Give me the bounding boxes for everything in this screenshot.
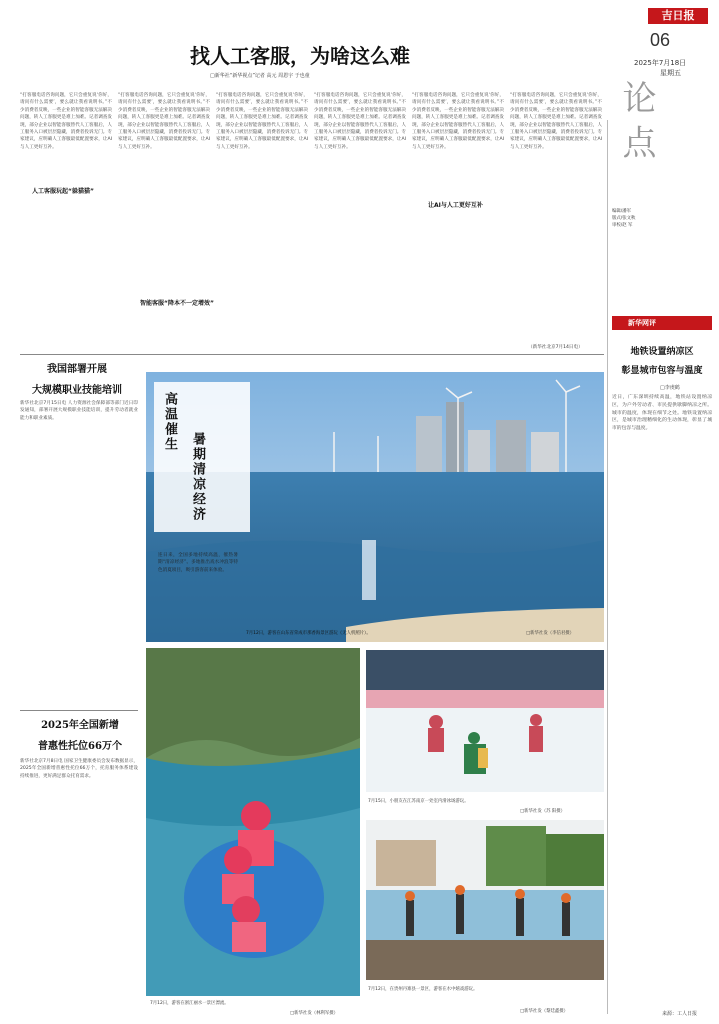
- story-headline: 我国部署开展 大规模职业技能培训: [32, 364, 122, 396]
- photo-caption: 7月12日，游客在浙江丽水一景区漂流。: [150, 1001, 229, 1006]
- commentary-headline: 地铁设置纳凉区 彰显城市包容与温度: [621, 347, 703, 376]
- editor-line: 编辑/潘军: [612, 209, 632, 214]
- lead-column: “打客服电话咨询问题，它只会重复说‘你好，请问有什么需要’，要么就让我看说明书。”不少消费者反映，一些企业的智能客服无法解决问题，转人工客服更是难上加难。记者调查发现，部分企业以智能客服替代人工客服后，人工服务入口被层层隐藏，消费者投诉无门。专家建议，应明确人工客服最低配置要求，让AI与人工更好互补。: [510, 93, 602, 150]
- paper-logo: [648, 8, 708, 24]
- photo-credit: □新华社发（李信君摄）: [526, 631, 575, 636]
- story-headline: 2025年全国新增 普惠性托位66万个: [38, 720, 122, 752]
- lead-subhead: 让AI与人工更好互补: [428, 202, 483, 209]
- lead-subhead: 智能客服“降本不一定增效”: [140, 300, 214, 307]
- editor-credits: [612, 208, 712, 229]
- photo-credit: □新华社发（苏 阳摄）: [520, 809, 566, 814]
- lead-signoff: （新华社北京7月14日电）: [528, 345, 583, 350]
- lead-column: “打客服电话咨询问题，它只会重复说‘你好，请问有什么需要’，要么就让我看说明书。”不少消费者反映，一些企业的智能客服无法解决问题，转人工客服更是难上加难。记者调查发现，部分企业以智能客服替代人工客服后，人工服务入口被层层隐藏，消费者投诉无门。专家建议，应明确人工客服最低配置要求，让AI与人工更好互补。: [20, 93, 112, 150]
- lead-headline: 找人工客服，为啥这么难: [190, 44, 410, 68]
- photo-caption: 7月12日，在贵州丹寨县一景区，游客在水中嬉戏游玩。: [368, 987, 478, 992]
- ice-rink-illustration: [366, 650, 604, 792]
- feature-title-b: 暑期清凉经济: [190, 432, 205, 522]
- column-rule: [607, 120, 608, 1014]
- rafting-photo: [146, 648, 360, 996]
- commentary-label-text: 新华网评: [628, 319, 656, 327]
- commentary-label: [612, 316, 712, 330]
- issue-date: 2025年7月18日: [634, 59, 687, 67]
- photo-caption: 7月15日，小朋友在江苏南京一处室内滑冰场游玩。: [368, 799, 469, 804]
- ice-rink-photo: [366, 650, 604, 792]
- lead-subhead: 人工客服玩起“躲猫猫”: [32, 188, 94, 195]
- lead-column: “打客服电话咨询问题，它只会重复说‘你好，请问有什么需要’，要么就让我看说明书。”不少消费者反映，一些企业的智能客服无法解决问题，转人工客服更是难上加难。记者调查发现，部分企业以智能客服替代人工客服后，人工服务入口被层层隐藏，消费者投诉无门。专家建议，应明确人工客服最低配置要求，让AI与人工更好互补。: [118, 93, 210, 150]
- divider: [20, 710, 138, 711]
- section-title: 论 点: [616, 80, 656, 159]
- commentary-source: 来源：工人日报: [662, 1011, 698, 1017]
- lead-column: “打客服电话咨询问题，它只会重复说‘你好，请问有什么需要’，要么就让我看说明书。”不少消费者反映，一些企业的智能客服无法解决问题，转人工客服更是难上加难。记者调查发现，部分企业以智能客服替代人工客服后，人工服务入口被层层隐藏，消费者投诉无门。专家建议，应明确人工客服最低配置要求，让AI与人工更好互补。: [412, 93, 504, 150]
- photo-credit: □新华社发（林利军摄）: [290, 1011, 339, 1016]
- paper-name: 吉日报: [661, 9, 695, 22]
- feature-title-a: 高温催生: [162, 392, 177, 452]
- lead-column: “打客服电话咨询问题，它只会重复说‘你好，请问有什么需要’，要么就让我看说明书。”不少消费者反映，一些企业的智能客服无法解决问题，转人工客服更是难上加难。记者调查发现，部分企业以智能客服替代人工客服后，人工服务入口被层层隐藏，消费者投诉无门。专家建议，应明确人工客服最低配置要求，让AI与人工更好互补。: [216, 93, 308, 150]
- story-body: 新华社北京7月8日电 国家卫生健康委员会发布数据显示，2025年全国新增普惠性托位66万个，托育服务体系建设持续推进，更好满足群众托育需求。: [20, 759, 138, 779]
- commentary-author: □李虔鹤: [660, 385, 680, 391]
- editor-line: 审校/赵 军: [612, 223, 633, 228]
- photo-caption: 7月12日，游客在山东省荣成市那香海景区游玩（无人机照片）。: [246, 631, 371, 636]
- divider: [20, 354, 604, 355]
- feature-intro: 连日来，全国多地持续高温，催热暑期“清凉经济”。多地推出戏水冲浪等特色消夏项目，吸引游客前来体验。: [158, 553, 238, 573]
- editor-line: 版式/张文秋: [612, 216, 636, 221]
- issue-weekday: 星期五: [660, 69, 681, 77]
- story-body: 新华社北京7月15日电 人力资源社会保障部等部门近日印发通知，部署开展大规模职业技能培训，提升劳动者就业能力和职业素质。: [20, 401, 138, 421]
- page-number: 06: [650, 30, 671, 50]
- beach-photo: [146, 372, 604, 642]
- commentary-body: 近日，广东深圳持续高温，地铁站设置纳凉区，为户外劳动者、市民提供歇脚纳凉之所。城市的温度，体现在细节之处。地铁设置纳凉区，是城市治理精细化的生动体现，彰显了城市的包容与温度。: [612, 395, 712, 432]
- water-fight-illustration: [366, 820, 604, 980]
- photo-credit: □新华社发（黎廷鑫摄）: [520, 1009, 569, 1014]
- lead-column: “打客服电话咨询问题，它只会重复说‘你好，请问有什么需要’，要么就让我看说明书。”不少消费者反映，一些企业的智能客服无法解决问题，转人工客服更是难上加难。记者调查发现，部分企业以智能客服替代人工客服后，人工服务入口被层层隐藏，消费者投诉无门。专家建议，应明确人工客服最低配置要求，让AI与人工更好互补。: [314, 93, 406, 150]
- lead-byline: □新华社“新华视点”记者 高元 周恩宇 于也童: [210, 73, 310, 79]
- rafting-illustration: [146, 648, 360, 996]
- water-fight-photo: [366, 820, 604, 980]
